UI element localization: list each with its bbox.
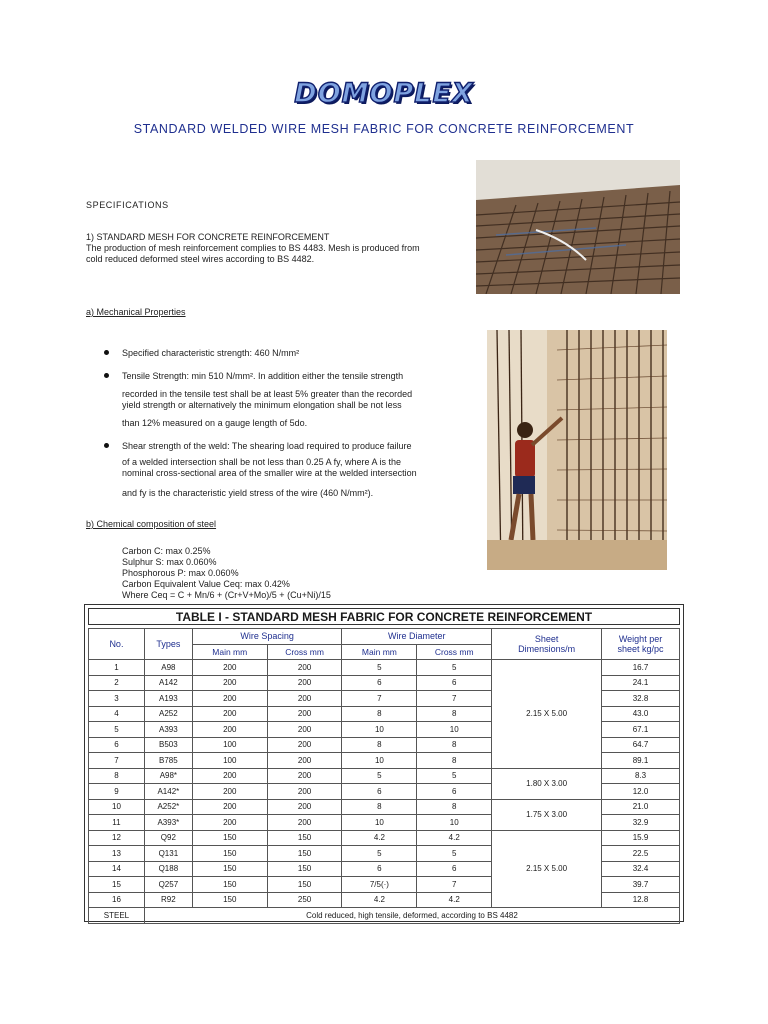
cell-no: 10 (89, 799, 145, 815)
table-row (89, 799, 680, 815)
cell-weight: 32.8 (602, 691, 680, 707)
cell-diameter-cross: 8 (417, 737, 492, 753)
mesh-installation-photo (476, 160, 680, 294)
cell-spacing-main: 150 (192, 830, 267, 846)
cell-spacing-main: 150 (192, 861, 267, 877)
cell-weight: 12.0 (602, 784, 680, 800)
cell-spacing-cross: 200 (267, 722, 342, 738)
bullet-shear-text: Shear strength of the weld: The shearing load required to produce failure (122, 441, 412, 451)
cell-weight: 64.7 (602, 737, 680, 753)
header-spacing-main: Main mm (192, 644, 267, 660)
cell-type: A252 (144, 706, 192, 722)
cell-spacing-cross: 250 (267, 892, 342, 908)
cell-type: A142 (144, 675, 192, 691)
table-row (89, 830, 680, 846)
cell-spacing-cross: 200 (267, 753, 342, 769)
cell-diameter-main: 8 (342, 706, 417, 722)
cell-type: A193 (144, 691, 192, 707)
cell-weight: 24.1 (602, 675, 680, 691)
cell-spacing-cross: 200 (267, 815, 342, 831)
cell-type: B785 (144, 753, 192, 769)
cell-diameter-main: 5 (342, 660, 417, 676)
cell-sheet-dimensions: 1.75 X 3.00 (492, 799, 602, 830)
bullet-tensile-line3: yield strength or alternatively the minimum elongation shall be not less (122, 400, 402, 410)
cell-spacing-cross: 150 (267, 877, 342, 893)
cell-diameter-cross: 4.2 (417, 830, 492, 846)
cell-diameter-main: 10 (342, 722, 417, 738)
header-spacing-cross: Cross mm (267, 644, 342, 660)
header-diameter-main: Main mm (342, 644, 417, 660)
cell-diameter-cross: 8 (417, 753, 492, 769)
cell-spacing-main: 100 (192, 753, 267, 769)
cell-type: Q131 (144, 846, 192, 862)
chemical-heading: b) Chemical composition of steel (86, 519, 217, 529)
cell-no: 6 (89, 737, 145, 753)
cell-weight: 22.5 (602, 846, 680, 862)
cell-spacing-main: 150 (192, 846, 267, 862)
cell-diameter-main: 8 (342, 799, 417, 815)
cell-weight: 16.7 (602, 660, 680, 676)
cell-type: Q257 (144, 877, 192, 893)
cell-diameter-main: 10 (342, 753, 417, 769)
bullet-dot (104, 373, 109, 378)
cell-diameter-cross: 6 (417, 861, 492, 877)
table-title: TABLE I - STANDARD MESH FABRIC FOR CONCRETE REINFORCEMENT (88, 608, 680, 625)
cell-spacing-main: 200 (192, 815, 267, 831)
bullet-dot (104, 350, 109, 355)
cell-diameter-cross: 10 (417, 722, 492, 738)
cell-spacing-cross: 200 (267, 691, 342, 707)
table-row (89, 768, 680, 784)
bullet-tensile-line4: than 12% measured on a gauge length of 5do. (122, 418, 308, 428)
cell-no: 2 (89, 675, 145, 691)
cell-diameter-main: 5 (342, 846, 417, 862)
mesh-table (84, 604, 684, 922)
cell-diameter-cross: 4.2 (417, 892, 492, 908)
cell-type: Q92 (144, 830, 192, 846)
cell-type: Q188 (144, 861, 192, 877)
bullet-shear-line2: of a welded intersection shall be not less than 0.25 A fy, where A is the (122, 457, 402, 467)
header-diameter-cross: Cross mm (417, 644, 492, 660)
chemical-line: Where Ceq = C + Mn/6 + (Cr+V+Mo)/5 + (Cu+Ni)/15 (122, 590, 331, 600)
cell-spacing-cross: 200 (267, 768, 342, 784)
domoplex-logo (294, 77, 474, 109)
cell-diameter-main: 10 (342, 815, 417, 831)
cell-no: 16 (89, 892, 145, 908)
cell-type: A393 (144, 722, 192, 738)
cell-spacing-main: 200 (192, 768, 267, 784)
specifications-heading: SPECIFICATIONS (86, 200, 169, 210)
worker-photo (487, 330, 667, 570)
bullet-dot (104, 443, 109, 448)
cell-diameter-cross: 8 (417, 706, 492, 722)
cell-type: A98* (144, 768, 192, 784)
cell-sheet-dimensions: 1.80 X 3.00 (492, 768, 602, 799)
section1-heading: 1) STANDARD MESH FOR CONCRETE REINFORCEMENT (86, 232, 330, 242)
cell-spacing-main: 200 (192, 675, 267, 691)
cell-weight: 32.4 (602, 861, 680, 877)
header-weight: Weight per sheet kg/pc (602, 629, 680, 660)
cell-spacing-cross: 150 (267, 830, 342, 846)
cell-spacing-cross: 150 (267, 861, 342, 877)
cell-spacing-main: 200 (192, 722, 267, 738)
page-title: STANDARD WELDED WIRE MESH FABRIC FOR CONCRETE REINFORCEMENT (133, 122, 635, 136)
cell-diameter-main: 6 (342, 861, 417, 877)
cell-diameter-main: 4.2 (342, 830, 417, 846)
cell-no: 7 (89, 753, 145, 769)
cell-spacing-cross: 200 (267, 675, 342, 691)
cell-spacing-cross: 200 (267, 799, 342, 815)
cell-no: 9 (89, 784, 145, 800)
cell-spacing-cross: 200 (267, 660, 342, 676)
cell-spacing-cross: 150 (267, 846, 342, 862)
cell-type: A98 (144, 660, 192, 676)
cell-no: 4 (89, 706, 145, 722)
bullet-tensile-line2: recorded in the tensile test shall be at least 5% greater than the recorded (122, 389, 413, 399)
cell-no: 13 (89, 846, 145, 862)
cell-no: 5 (89, 722, 145, 738)
cell-diameter-cross: 5 (417, 846, 492, 862)
cell-spacing-main: 200 (192, 799, 267, 815)
cell-spacing-main: 150 (192, 892, 267, 908)
cell-spacing-main: 200 (192, 784, 267, 800)
cell-steel-label: STEEL (89, 908, 145, 924)
cell-diameter-cross: 7 (417, 691, 492, 707)
chemical-line: Phosphorous P: max 0.060% (122, 568, 239, 578)
cell-weight: 89.1 (602, 753, 680, 769)
chemical-line: Carbon C: max 0.25% (122, 546, 211, 556)
chemical-line: Sulphur S: max 0.060% (122, 557, 217, 567)
cell-type: A252* (144, 799, 192, 815)
cell-diameter-cross: 8 (417, 799, 492, 815)
cell-diameter-main: 6 (342, 675, 417, 691)
cell-type: A393* (144, 815, 192, 831)
mesh-table-grid (88, 628, 680, 924)
cell-diameter-cross: 7 (417, 877, 492, 893)
cell-spacing-main: 200 (192, 691, 267, 707)
cell-weight: 15.9 (602, 830, 680, 846)
chemical-line: Carbon Equivalent Value Ceq: max 0.42% (122, 579, 290, 589)
cell-no: 11 (89, 815, 145, 831)
cell-diameter-cross: 5 (417, 768, 492, 784)
section1-line2: cold reduced deformed steel wires according to BS 4482. (86, 254, 315, 264)
cell-spacing-main: 150 (192, 877, 267, 893)
mechanical-heading: a) Mechanical Properties (86, 307, 186, 317)
cell-weight: 67.1 (602, 722, 680, 738)
chemical-list (122, 546, 331, 601)
cell-spacing-cross: 200 (267, 706, 342, 722)
cell-weight: 39.7 (602, 877, 680, 893)
cell-no: 3 (89, 691, 145, 707)
cell-steel-note: Cold reduced, high tensile, deformed, according to BS 4482 (144, 908, 679, 924)
header-wire-diameter: Wire Diameter (342, 629, 492, 645)
cell-diameter-cross: 6 (417, 784, 492, 800)
cell-diameter-cross: 10 (417, 815, 492, 831)
cell-diameter-main: 8 (342, 737, 417, 753)
cell-no: 12 (89, 830, 145, 846)
cell-weight: 21.0 (602, 799, 680, 815)
header-wire-spacing: Wire Spacing (192, 629, 342, 645)
cell-diameter-cross: 6 (417, 675, 492, 691)
table-row-steel (89, 908, 680, 924)
header-types: Types (144, 629, 192, 660)
table-row (89, 660, 680, 676)
cell-diameter-main: 7 (342, 691, 417, 707)
cell-spacing-cross: 200 (267, 737, 342, 753)
cell-sheet-dimensions: 2.15 X 5.00 (492, 830, 602, 908)
cell-diameter-main: 7/5(·) (342, 877, 417, 893)
cell-spacing-main: 200 (192, 706, 267, 722)
cell-spacing-main: 100 (192, 737, 267, 753)
bullet-strength-text: Specified characteristic strength: 460 N/mm² (122, 348, 300, 358)
cell-spacing-main: 200 (192, 660, 267, 676)
cell-diameter-main: 6 (342, 784, 417, 800)
cell-type: A142* (144, 784, 192, 800)
cell-type: R92 (144, 892, 192, 908)
table-body (89, 660, 680, 924)
header-sheet-dimensions: Sheet Dimensions/m (492, 629, 602, 660)
cell-weight: 8.3 (602, 768, 680, 784)
cell-diameter-main: 4.2 (342, 892, 417, 908)
section1-line1: The production of mesh reinforcement complies to BS 4483. Mesh is produced from (86, 243, 420, 253)
cell-weight: 43.0 (602, 706, 680, 722)
cell-no: 8 (89, 768, 145, 784)
cell-type: B503 (144, 737, 192, 753)
bullet-tensile-text: Tensile Strength: min 510 N/mm². In addition either the tensile strength (122, 371, 404, 381)
cell-no: 14 (89, 861, 145, 877)
cell-weight: 12.8 (602, 892, 680, 908)
cell-spacing-cross: 200 (267, 784, 342, 800)
header-no: No. (89, 629, 145, 660)
logo-text: DOMOPLEX (294, 77, 474, 109)
cell-no: 1 (89, 660, 145, 676)
cell-weight: 32.9 (602, 815, 680, 831)
bullet-shear-line3: nominal cross-sectional area of the smaller wire at the welded intersection (122, 468, 417, 478)
cell-diameter-cross: 5 (417, 660, 492, 676)
cell-sheet-dimensions: 2.15 X 5.00 (492, 660, 602, 769)
cell-no: 15 (89, 877, 145, 893)
cell-diameter-main: 5 (342, 768, 417, 784)
bullet-shear-line4: and fy is the characteristic yield stress of the wire (460 N/mm²). (122, 488, 374, 498)
